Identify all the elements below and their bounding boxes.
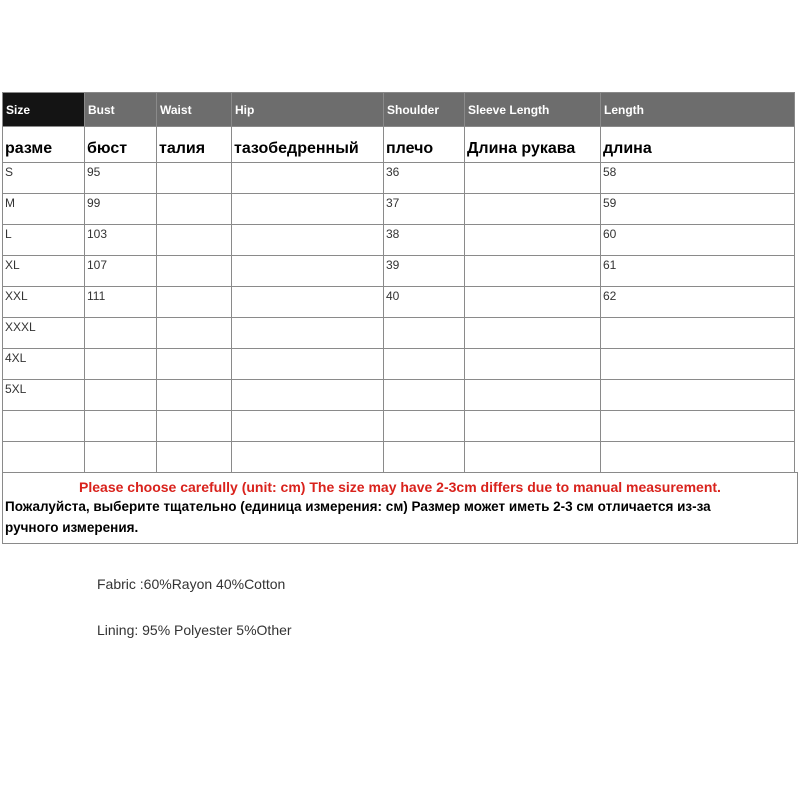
table-cell-r1-c2 bbox=[156, 193, 231, 224]
table-cell-r0-c6: 58 bbox=[600, 162, 795, 193]
table-cell-r7-c3 bbox=[231, 379, 383, 410]
column-header-ru-5: Длина рукава bbox=[464, 126, 600, 162]
column-header-ru-2: талия bbox=[156, 126, 231, 162]
table-cell-r6-c4 bbox=[383, 348, 464, 379]
table-cell-r7-c4 bbox=[383, 379, 464, 410]
table-cell-r7-c0: 5XL bbox=[2, 379, 84, 410]
table-cell-r4-c0: XXL bbox=[2, 286, 84, 317]
table-cell-r5-c0: XXXL bbox=[2, 317, 84, 348]
table-cell-r9-c1 bbox=[84, 441, 156, 472]
column-header-4: Shoulder bbox=[383, 92, 464, 126]
table-cell-r5-c6 bbox=[600, 317, 795, 348]
measurement-notice bbox=[2, 472, 798, 544]
column-header-2: Waist bbox=[156, 92, 231, 126]
table-cell-r9-c6 bbox=[600, 441, 795, 472]
table-cell-r8-c0 bbox=[2, 410, 84, 441]
table-cell-r2-c6: 60 bbox=[600, 224, 795, 255]
column-header-0: Size bbox=[2, 92, 84, 126]
notice-english: Please choose carefully (unit: cm) The size may have 2-3cm differs due to manual measurement. bbox=[79, 479, 721, 495]
size-chart-table bbox=[2, 92, 798, 544]
column-header-5: Sleeve Length bbox=[464, 92, 600, 126]
table-cell-r1-c3 bbox=[231, 193, 383, 224]
table-cell-r2-c2 bbox=[156, 224, 231, 255]
table-cell-r8-c6 bbox=[600, 410, 795, 441]
table-cell-r3-c3 bbox=[231, 255, 383, 286]
table-cell-r0-c3 bbox=[231, 162, 383, 193]
table-cell-r7-c1 bbox=[84, 379, 156, 410]
table-cell-r2-c0: L bbox=[2, 224, 84, 255]
table-cell-r0-c2 bbox=[156, 162, 231, 193]
column-header-1: Bust bbox=[84, 92, 156, 126]
table-cell-r7-c6 bbox=[600, 379, 795, 410]
table-cell-r5-c2 bbox=[156, 317, 231, 348]
table-cell-r2-c1: 103 bbox=[84, 224, 156, 255]
table-cell-r1-c1: 99 bbox=[84, 193, 156, 224]
table-cell-r0-c1: 95 bbox=[84, 162, 156, 193]
table-cell-r9-c0 bbox=[2, 441, 84, 472]
table-cell-r3-c1: 107 bbox=[84, 255, 156, 286]
table-cell-r6-c3 bbox=[231, 348, 383, 379]
column-header-ru-0: разме bbox=[2, 126, 84, 162]
table-cell-r4-c3 bbox=[231, 286, 383, 317]
table-cell-r8-c3 bbox=[231, 410, 383, 441]
column-header-ru-4: плечо bbox=[383, 126, 464, 162]
table-cell-r7-c2 bbox=[156, 379, 231, 410]
table-cell-r3-c2 bbox=[156, 255, 231, 286]
table-cell-r0-c4: 36 bbox=[383, 162, 464, 193]
table-cell-r3-c0: XL bbox=[2, 255, 84, 286]
notice-russian-line-2: ручного измерения. bbox=[5, 520, 139, 535]
lining-composition: Lining: 95% Polyester 5%Other bbox=[97, 622, 292, 638]
table-cell-r9-c2 bbox=[156, 441, 231, 472]
table-cell-r2-c5 bbox=[464, 224, 600, 255]
table-cell-r6-c0: 4XL bbox=[2, 348, 84, 379]
table-cell-r1-c6: 59 bbox=[600, 193, 795, 224]
column-header-ru-6: длина bbox=[600, 126, 795, 162]
fabric-composition: Fabric :60%Rayon 40%Cotton bbox=[97, 576, 286, 592]
column-header-6: Length bbox=[600, 92, 795, 126]
table-cell-r3-c6: 61 bbox=[600, 255, 795, 286]
table-cell-r9-c5 bbox=[464, 441, 600, 472]
table-cell-r5-c3 bbox=[231, 317, 383, 348]
table-cell-r4-c1: 111 bbox=[84, 286, 156, 317]
table-cell-r0-c0: S bbox=[2, 162, 84, 193]
table-cell-r8-c5 bbox=[464, 410, 600, 441]
table-cell-r1-c5 bbox=[464, 193, 600, 224]
table-cell-r4-c5 bbox=[464, 286, 600, 317]
table-cell-r9-c3 bbox=[231, 441, 383, 472]
table-cell-r5-c4 bbox=[383, 317, 464, 348]
table-cell-r8-c2 bbox=[156, 410, 231, 441]
table-cell-r5-c5 bbox=[464, 317, 600, 348]
table-cell-r1-c0: M bbox=[2, 193, 84, 224]
table-cell-r7-c5 bbox=[464, 379, 600, 410]
table-cell-r4-c4: 40 bbox=[383, 286, 464, 317]
table-cell-r1-c4: 37 bbox=[383, 193, 464, 224]
notice-russian-line-1: Пожалуйста, выберите тщательно (единица измерения: см) Размер может иметь 2-3 см отличается из-за bbox=[5, 499, 711, 514]
table-cell-r3-c5 bbox=[464, 255, 600, 286]
table-cell-r4-c6: 62 bbox=[600, 286, 795, 317]
table-cell-r2-c4: 38 bbox=[383, 224, 464, 255]
table-cell-r5-c1 bbox=[84, 317, 156, 348]
table-cell-r6-c1 bbox=[84, 348, 156, 379]
table-cell-r8-c4 bbox=[383, 410, 464, 441]
size-grid bbox=[2, 92, 798, 472]
table-cell-r6-c5 bbox=[464, 348, 600, 379]
table-cell-r0-c5 bbox=[464, 162, 600, 193]
column-header-ru-1: бюст bbox=[84, 126, 156, 162]
table-cell-r8-c1 bbox=[84, 410, 156, 441]
table-cell-r9-c4 bbox=[383, 441, 464, 472]
table-cell-r2-c3 bbox=[231, 224, 383, 255]
table-cell-r3-c4: 39 bbox=[383, 255, 464, 286]
column-header-3: Hip bbox=[231, 92, 383, 126]
table-cell-r6-c2 bbox=[156, 348, 231, 379]
table-cell-r6-c6 bbox=[600, 348, 795, 379]
column-header-ru-3: тазобедренный bbox=[231, 126, 383, 162]
table-cell-r4-c2 bbox=[156, 286, 231, 317]
